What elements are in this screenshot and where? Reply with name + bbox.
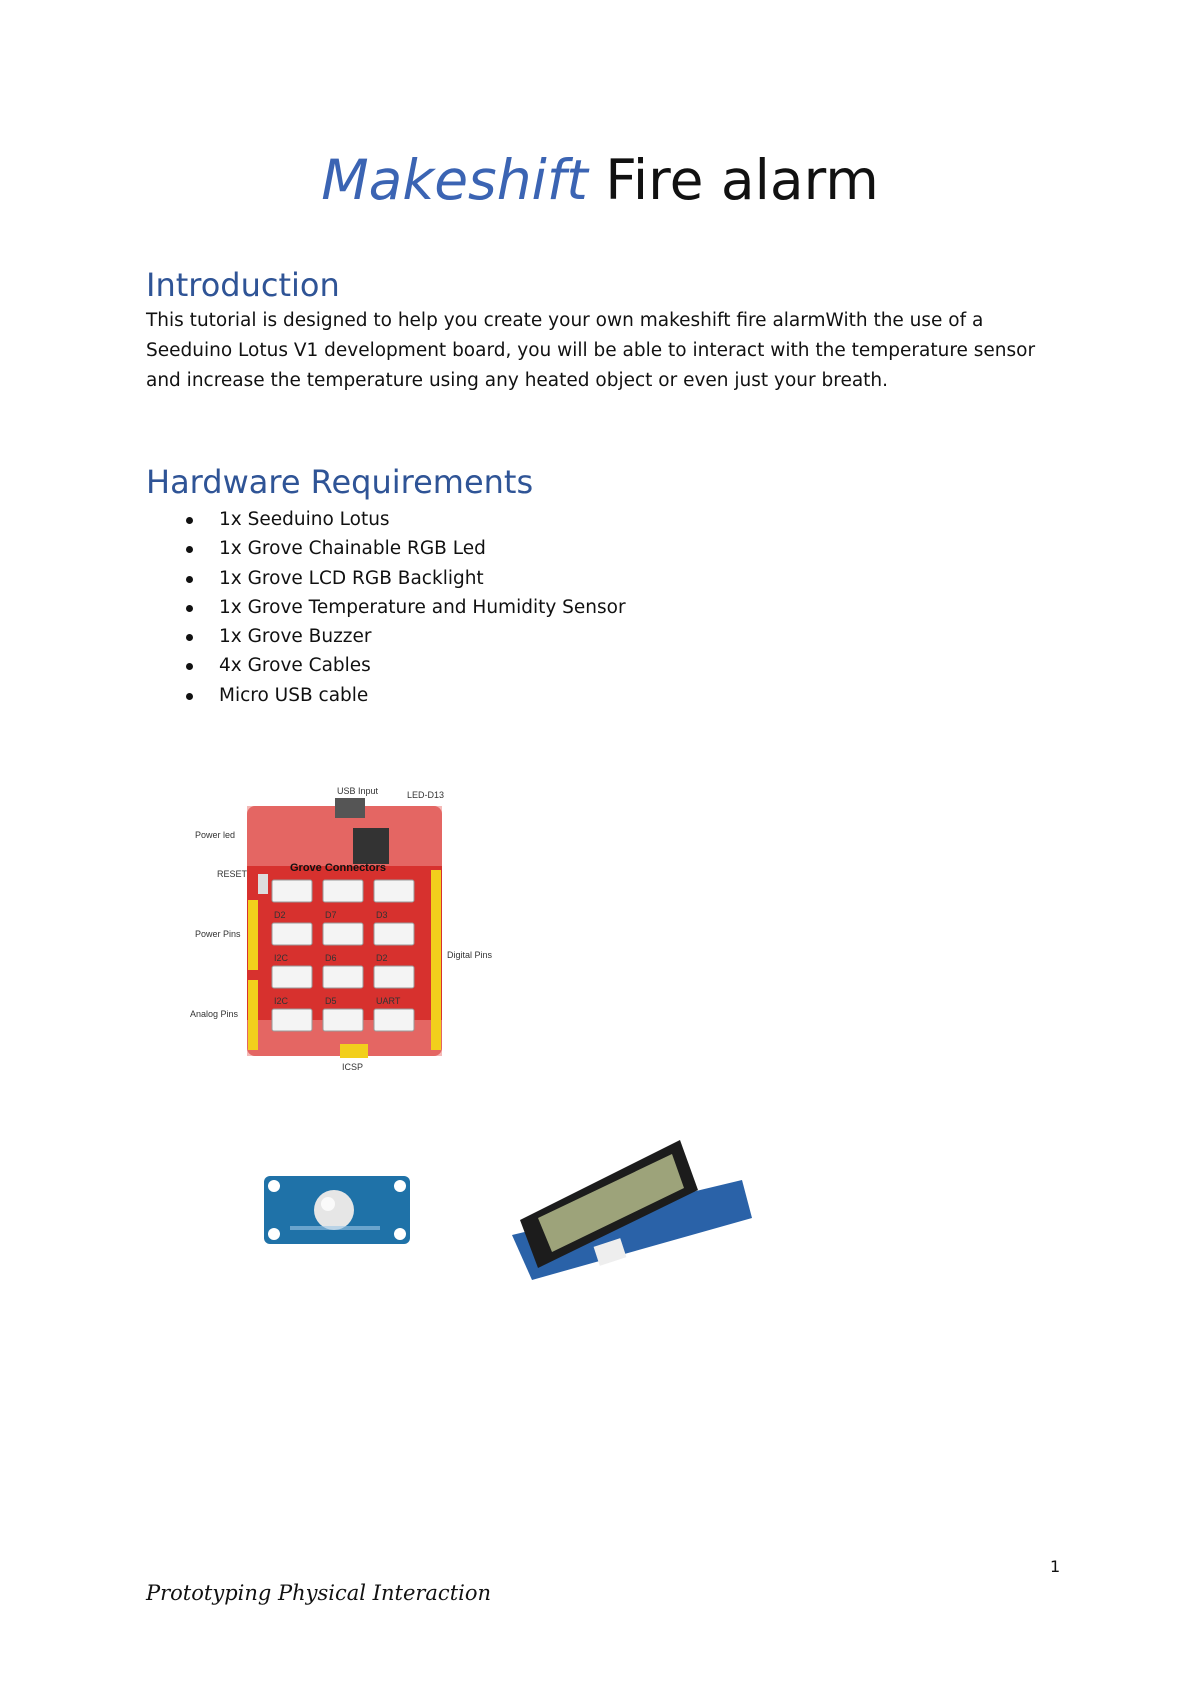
seeeduino-board-diagram (185, 780, 505, 1080)
hardware-list (146, 505, 626, 710)
reset-button (258, 874, 268, 894)
connector-label: D2 (274, 910, 286, 920)
connector-label: I2C (274, 996, 289, 1006)
list-item: Micro USB cable (146, 681, 626, 710)
power-header (248, 900, 258, 970)
hardware-heading: Hardware Requirements (146, 463, 534, 501)
analog-pins-label: Analog Pins (190, 1009, 239, 1019)
led-d13-label: LED-D13 (407, 790, 445, 800)
reset-label: RESET (217, 869, 248, 879)
connector-label: D7 (325, 910, 337, 920)
list-item: 1x Seeduino Lotus (146, 505, 626, 534)
list-item: 1x Grove Chainable RGB Led (146, 534, 626, 563)
connector-label: D3 (376, 910, 388, 920)
icsp-label: ICSP (342, 1062, 364, 1072)
connector-label: D5 (325, 996, 337, 1006)
icsp-header (340, 1044, 368, 1058)
grove-sensor-module-image (262, 1170, 412, 1250)
list-item: 1x Grove Temperature and Humidity Sensor (146, 593, 626, 622)
page-title (0, 145, 1200, 215)
page-number: 1 (1050, 1557, 1061, 1576)
footer-text: Prototyping Physical Interaction (146, 1581, 492, 1605)
list-item: 4x Grove Cables (146, 651, 626, 680)
title-accent: Makeshift (321, 148, 588, 212)
digital-pins-label: Digital Pins (447, 950, 493, 960)
grove-connectors-label: Grove Connectors (290, 862, 386, 874)
analog-header (248, 980, 258, 1050)
title-rest: Fire alarm (605, 148, 879, 212)
connector-label: I2C (274, 953, 289, 963)
main-chip (353, 828, 389, 864)
connector-label: D2 (376, 953, 388, 963)
usb-input-label: USB Input (337, 786, 379, 796)
power-led-label: Power led (195, 830, 236, 840)
grove-lcd-module-image (510, 1130, 755, 1290)
power-pins-label: Power Pins (195, 929, 241, 939)
list-item: 1x Grove LCD RGB Backlight (146, 564, 626, 593)
introduction-heading: Introduction (146, 266, 340, 304)
list-item: 1x Grove Buzzer (146, 622, 626, 651)
digital-header (431, 870, 441, 1050)
introduction-paragraph: This tutorial is designed to help you create your own makeshift fire alarmWith the use of a Seeduino Lotus V1 development board, you will be able to interact with the temperature sensor and increase the temperature using any heated object or even just your breath. (146, 310, 1036, 391)
connector-label: UART (376, 996, 401, 1006)
sensor-dome (314, 1190, 354, 1230)
connector-label: D6 (325, 953, 337, 963)
usb-port (335, 798, 365, 818)
